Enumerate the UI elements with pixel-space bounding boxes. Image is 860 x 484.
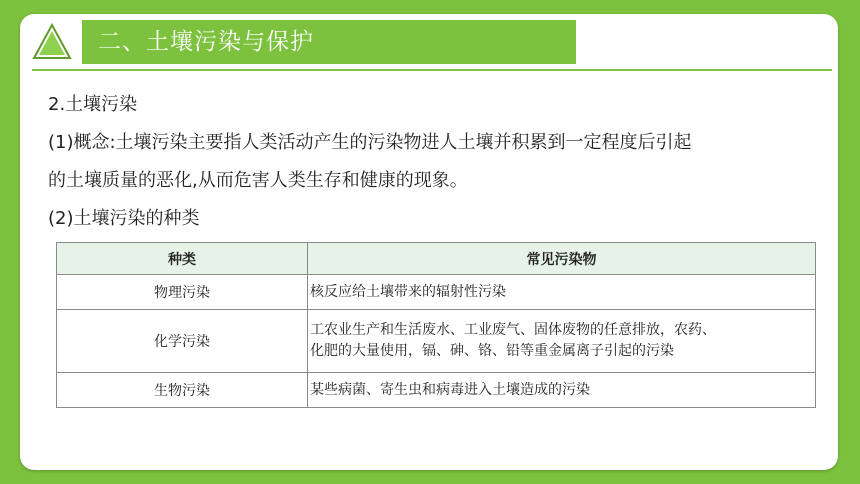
types-heading: (2)土壤污染的种类 [48,208,200,229]
concept-line-1: (1)概念:土壤污染主要指人类活动产生的污染物进人土壤并积累到一定程度后引起 [48,132,692,153]
pollutant-line: 工农业生产和生活废水、工业废气、固体废物的任意排放，农药、 [310,322,716,338]
type-cell: 生物污染 [57,373,308,408]
pollution-types-table [56,242,816,408]
column-header-pollutants: 常见污染物 [308,243,816,275]
pollutant-line: 化肥的大量使用，镉、砷、铬、铅等重金属离子引起的污染 [310,343,674,359]
concept-line-2: 的土壤质量的恶化,从而危害人类生存和健康的现象。 [48,170,468,191]
pollutant-line: 核反应给土壤带来的辐射性污染 [310,283,506,300]
table-row [57,310,816,373]
title-divider [32,69,832,71]
table-header-row [57,243,816,275]
triangle-icon [32,22,72,62]
type-cell: 物理污染 [57,275,308,310]
type-cell: 化学污染 [57,310,308,373]
heading: 2.土壤污染 [48,94,138,115]
section-title: 二、土壤污染与保护 [82,20,576,64]
column-header-type: 种类 [57,243,308,275]
pollutant-cell [308,275,816,310]
table-row [57,373,816,408]
table-row [57,275,816,310]
pollutant-cell [308,373,816,408]
pollutant-line: 某些病菌、寄生虫和病毒进入土壤造成的污染 [310,381,590,398]
pollutant-cell [308,310,816,373]
